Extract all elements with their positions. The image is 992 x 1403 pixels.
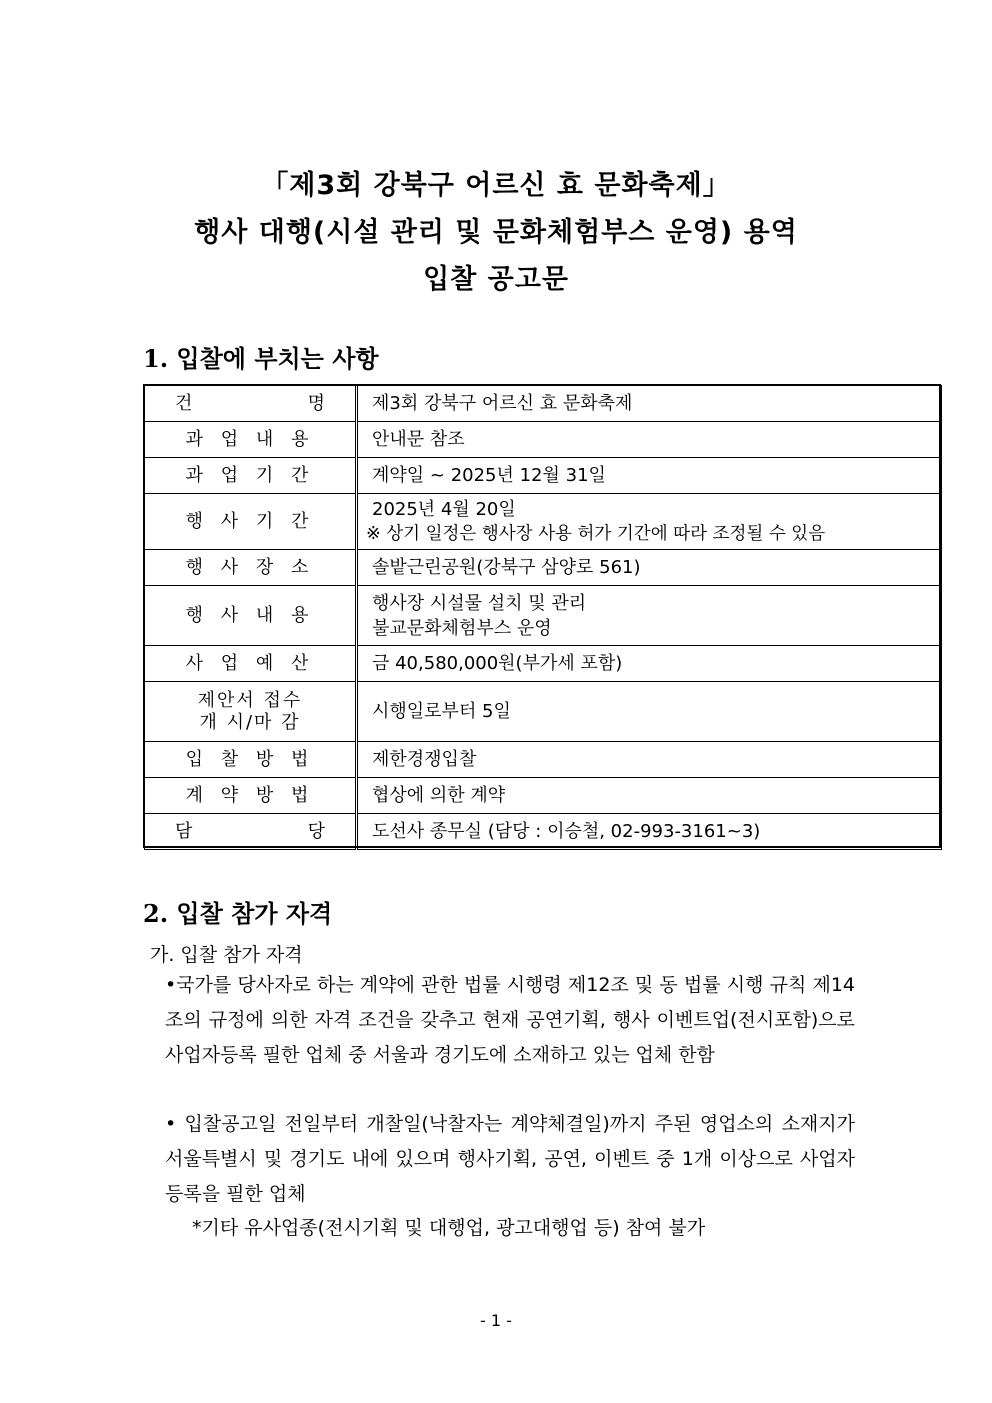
- section-2-subheading: 가. 입찰 참가 자격: [150, 944, 303, 966]
- title-line-3: 입찰 공고문: [423, 264, 569, 295]
- row-label: 사 업 예 산: [145, 646, 357, 682]
- bid-info-table: [144, 385, 942, 850]
- row-value: 계약일 ~ 2025년 12월 31일: [357, 458, 942, 494]
- row-value-line: 2025년 4월 20일: [372, 498, 516, 520]
- row-label: 계 약 방 법: [145, 778, 357, 814]
- row-value: 협상에 의한 계약: [357, 778, 942, 814]
- row-label: 담 당: [145, 814, 357, 850]
- row-value: 제한경쟁입찰: [357, 742, 942, 778]
- row-label: 행 사 장 소: [145, 550, 357, 586]
- row-label: [145, 682, 357, 742]
- eligibility-note: *기타 유사업종(전시기획 및 대행업, 광고대행업 등) 참여 불가: [192, 1217, 706, 1239]
- section-1-heading: 1. 입찰에 부치는 사항: [143, 344, 379, 373]
- table-row: [145, 814, 942, 850]
- row-label: 건 명: [145, 386, 357, 422]
- table-row: [145, 494, 942, 550]
- row-label: 과 업 내 용: [145, 422, 357, 458]
- row-label-line: 제안서 접수: [197, 689, 303, 711]
- row-value: 시행일로부터 5일: [357, 682, 942, 742]
- row-value: [357, 494, 942, 550]
- row-value: 안내문 참조: [357, 422, 942, 458]
- row-value: 솔밭근린공원(강북구 삼양로 561): [357, 550, 942, 586]
- table-row: [145, 646, 942, 682]
- section-2-heading: 2. 입찰 참가 자격: [143, 899, 333, 928]
- row-value: [357, 586, 942, 646]
- row-label: 과 업 기 간: [145, 458, 357, 494]
- row-value-line: 행사장 시설물 설치 및 관리: [372, 592, 587, 614]
- table-row: [145, 682, 942, 742]
- eligibility-bullet-1: •국가를 당사자로 하는 계약에 관한 법률 시행령 제12조 및 동 법률 시행 규칙 제14조의 규정에 의한 자격 조건을 갖추고 현재 공연기획, 행사 이벤트업(전시포함)으로 사업자등록 필한 업체 중 서울과 경기도에 소재하고 있는 업체 한함: [165, 974, 855, 1066]
- row-value-line: 불교문화체험부스 운영: [372, 617, 552, 639]
- row-value: 제3회 강북구 어르신 효 문화축제: [357, 386, 942, 422]
- title-line-1: 「제3회 강북구 어르신 효 문화축제」: [261, 170, 731, 201]
- title-line-2: 행사 대행(시설 관리 및 문화체험부스 운영) 용역: [194, 217, 798, 248]
- table-row: [145, 458, 942, 494]
- row-value-note: ※ 상기 일정은 행사장 사용 허가 기간에 따라 조정될 수 있음: [366, 523, 826, 544]
- row-value: 도선사 종무실 (담당 : 이승철, 02-993-3161~3): [357, 814, 942, 850]
- eligibility-bullet-2: • 입찰공고일 전일부터 개찰일(낙찰자는 계약체결일)까지 주된 영업소의 소재지가 서울특별시 및 경기도 내에 있으며 행사기획, 공연, 이벤트 중 1개 이상으로 사업자 등록을 필한 업체: [165, 1113, 855, 1205]
- page-number: - 1 -: [480, 1311, 512, 1330]
- table-row: [145, 422, 942, 458]
- row-label: 입 찰 방 법: [145, 742, 357, 778]
- table-row: [145, 778, 942, 814]
- table-row: [145, 386, 942, 422]
- row-value: 금 40,580,000원(부가세 포함): [357, 646, 942, 682]
- table-row: [145, 742, 942, 778]
- table-row: [145, 586, 942, 646]
- row-label-line: 개 시/마 감: [199, 711, 301, 733]
- row-label: 행 사 기 간: [145, 494, 357, 550]
- table-row: [145, 550, 942, 586]
- row-label: 행 사 내 용: [145, 586, 357, 646]
